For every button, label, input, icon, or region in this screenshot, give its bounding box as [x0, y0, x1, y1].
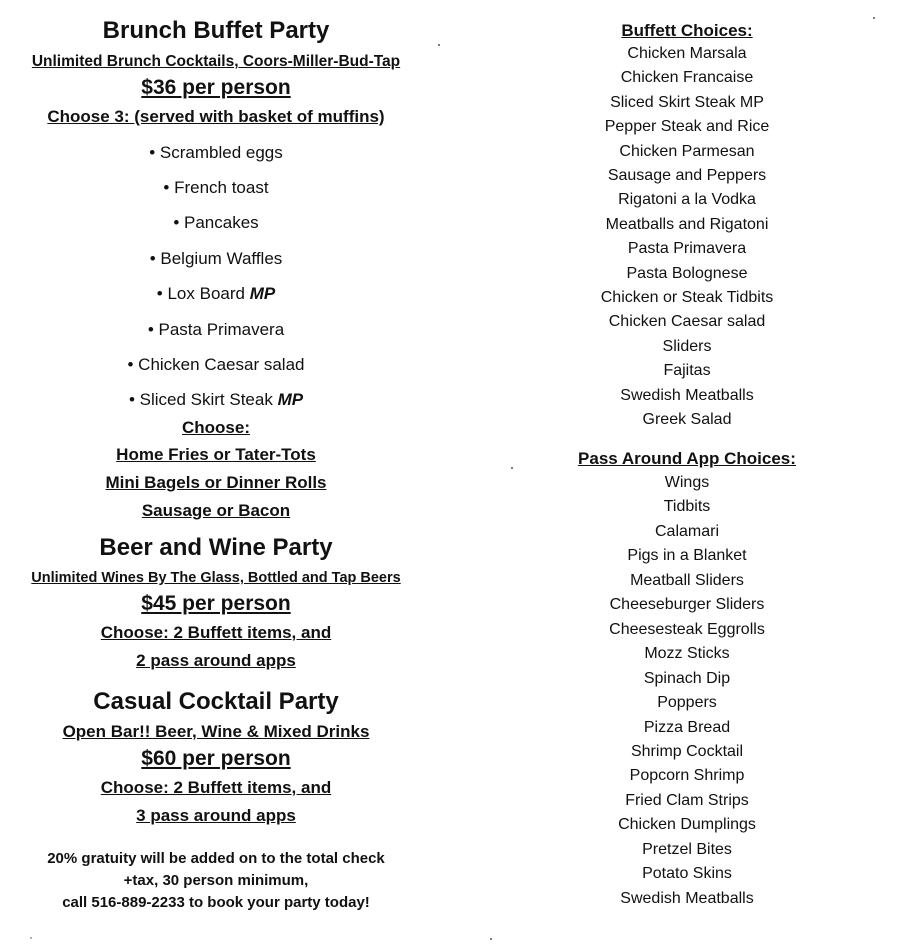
- buffet-choice-item: Chicken Caesar salad: [608, 313, 766, 331]
- beer-wine-price: $45 per person: [141, 592, 291, 615]
- footer-minimum: +tax, 30 person minimum,: [123, 872, 309, 889]
- buffet-choices-heading: Buffett Choices:: [621, 21, 753, 40]
- buffet-choice-item: Swedish Meatballs: [620, 386, 754, 404]
- app-choice-item: Swedish Meatballs: [620, 889, 754, 907]
- brunch-subtitle: Unlimited Brunch Cocktails, Coors-Miller-Bud-Tap: [31, 53, 401, 70]
- scan-speck: [438, 44, 440, 46]
- app-choice-item: Cheeseburger Sliders: [609, 596, 765, 614]
- beer-wine-subtitle: Unlimited Wines By The Glass, Bottled and Tap Beers: [31, 570, 401, 586]
- brunch-item: • Belgium Waffles: [149, 249, 283, 268]
- buffet-choice-item: Fajitas: [663, 362, 711, 380]
- app-choice-item: Fried Clam Strips: [625, 791, 749, 809]
- app-choice-item: Popcorn Shrimp: [629, 767, 745, 785]
- buffet-choice-item: Pasta Bolognese: [626, 264, 748, 282]
- buffet-choice-item: Sliders: [662, 337, 712, 355]
- buffet-choice-item: Chicken Marsala: [627, 45, 747, 62]
- scan-speck: [490, 938, 492, 940]
- app-choice-item: Meatball Sliders: [630, 571, 744, 589]
- brunch-item: • French toast: [163, 178, 269, 197]
- app-choice-item: Calamari: [654, 522, 719, 540]
- buffet-choice-item: Chicken or Steak Tidbits: [600, 289, 774, 306]
- buffet-choice-item: Sliced Skirt Steak MP: [610, 93, 764, 111]
- brunch-title: Brunch Buffet Party: [102, 17, 330, 44]
- scan-speck: [30, 937, 32, 939]
- brunch-item: • Scrambled eggs: [149, 143, 283, 162]
- app-choice-item: Poppers: [657, 694, 717, 712]
- market-price-tag: MP: [277, 390, 304, 409]
- buffet-choice-item: Pasta Primavera: [627, 240, 747, 258]
- brunch-option: Home Fries or Tater-Tots: [116, 445, 316, 464]
- brunch-item: • Lox Board MP: [156, 284, 276, 303]
- scan-speck: [873, 17, 875, 19]
- buffet-choice-item: Chicken Parmesan: [619, 142, 755, 160]
- cocktail-choose-line1: Choose: 2 Buffett items, and: [100, 778, 332, 797]
- scan-speck: [511, 467, 513, 469]
- brunch-option: Mini Bagels or Dinner Rolls: [105, 473, 327, 492]
- cocktail-title: Casual Cocktail Party: [93, 688, 339, 715]
- app-choice-item: Spinach Dip: [643, 669, 731, 687]
- app-choice-item: Pigs in a Blanket: [627, 547, 747, 565]
- buffet-choice-item: Pepper Steak and Rice: [604, 118, 770, 136]
- brunch-choose2-label: Choose:: [182, 418, 250, 437]
- footer-gratuity: 20% gratuity will be added on to the total check: [47, 850, 385, 867]
- brunch-option: Sausage or Bacon: [141, 501, 291, 520]
- buffet-choice-item: Meatballs and Rigatoni: [605, 215, 769, 233]
- cocktail-choose-line2: 3 pass around apps: [136, 806, 296, 825]
- buffet-choice-item: Greek Salad: [642, 411, 732, 428]
- app-choice-item: Pretzel Bites: [642, 840, 732, 858]
- app-choice-item: Wings: [664, 474, 710, 491]
- app-choice-item: Potato Skins: [642, 865, 732, 883]
- brunch-item: • Pancakes: [173, 213, 259, 232]
- buffet-choice-item: Rigatoni a la Vodka: [618, 191, 756, 209]
- buffet-choice-item: Chicken Francaise: [620, 69, 754, 87]
- app-choices-heading: Pass Around App Choices:: [578, 449, 796, 468]
- app-choice-item: Chicken Dumplings: [618, 816, 756, 834]
- beer-wine-title: Beer and Wine Party: [99, 534, 333, 561]
- brunch-item: • Sliced Skirt Steak MP: [128, 390, 304, 409]
- app-choice-item: Pizza Bread: [643, 718, 731, 736]
- brunch-item: • Pasta Primavera: [147, 320, 285, 339]
- app-choice-item: Mozz Sticks: [644, 645, 730, 663]
- footer-booking: call 516-889-2233 to book your party today!: [62, 894, 370, 911]
- cocktail-subtitle: Open Bar!! Beer, Wine & Mixed Drinks: [62, 722, 370, 741]
- market-price-tag: MP: [249, 284, 276, 303]
- beer-wine-choose-line1: Choose: 2 Buffett items, and: [100, 623, 332, 642]
- brunch-choose-label: Choose 3: (served with basket of muffins): [47, 107, 385, 126]
- beer-wine-choose-line2: 2 pass around apps: [136, 651, 296, 670]
- buffet-choice-item: Sausage and Peppers: [607, 167, 767, 184]
- cocktail-price: $60 per person: [141, 747, 291, 770]
- app-choice-item: Shrimp Cocktail: [630, 742, 744, 760]
- app-choice-item: Cheesesteak Eggrolls: [609, 620, 765, 638]
- app-choice-item: Tidbits: [663, 498, 711, 516]
- brunch-item: • Chicken Caesar salad: [127, 355, 305, 374]
- brunch-price: $36 per person: [141, 76, 291, 99]
